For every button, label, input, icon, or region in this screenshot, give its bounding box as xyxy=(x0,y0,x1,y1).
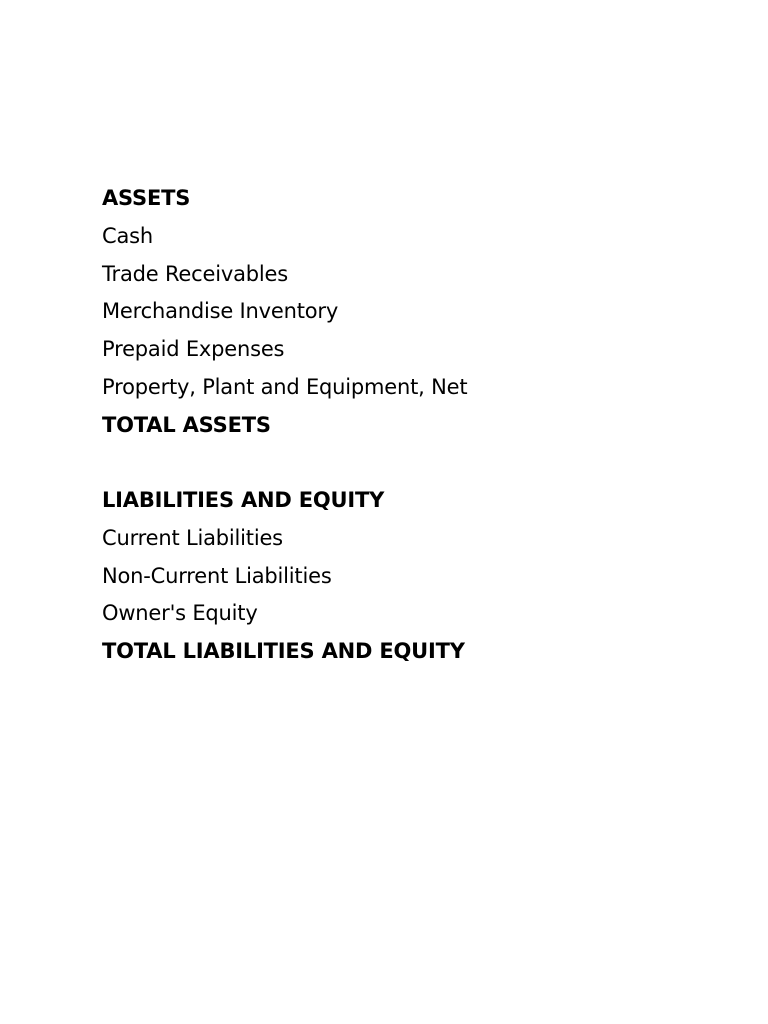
assets-section xyxy=(102,180,467,445)
liabilities-equity-section xyxy=(102,482,465,671)
liabilities-equity-heading: LIABILITIES AND EQUITY xyxy=(102,488,385,512)
assets-item-prepaid-expenses: Prepaid Expenses xyxy=(102,337,285,362)
assets-item-trade-receivables: Trade Receivables xyxy=(102,261,288,286)
total-liabilities-equity: TOTAL LIABILITIES AND EQUITY xyxy=(102,639,465,664)
liabilities-item-current: Current Liabilities xyxy=(102,525,283,550)
assets-heading: ASSETS xyxy=(102,186,191,210)
total-assets: TOTAL ASSETS xyxy=(102,412,271,437)
assets-item-ppe-net: Property, Plant and Equipment, Net xyxy=(102,374,468,399)
equity-item-owners-equity: Owner's Equity xyxy=(102,601,258,626)
liabilities-item-non-current: Non-Current Liabilities xyxy=(102,563,332,588)
assets-item-cash: Cash xyxy=(102,223,153,248)
assets-item-merchandise-inventory: Merchandise Inventory xyxy=(102,299,339,324)
